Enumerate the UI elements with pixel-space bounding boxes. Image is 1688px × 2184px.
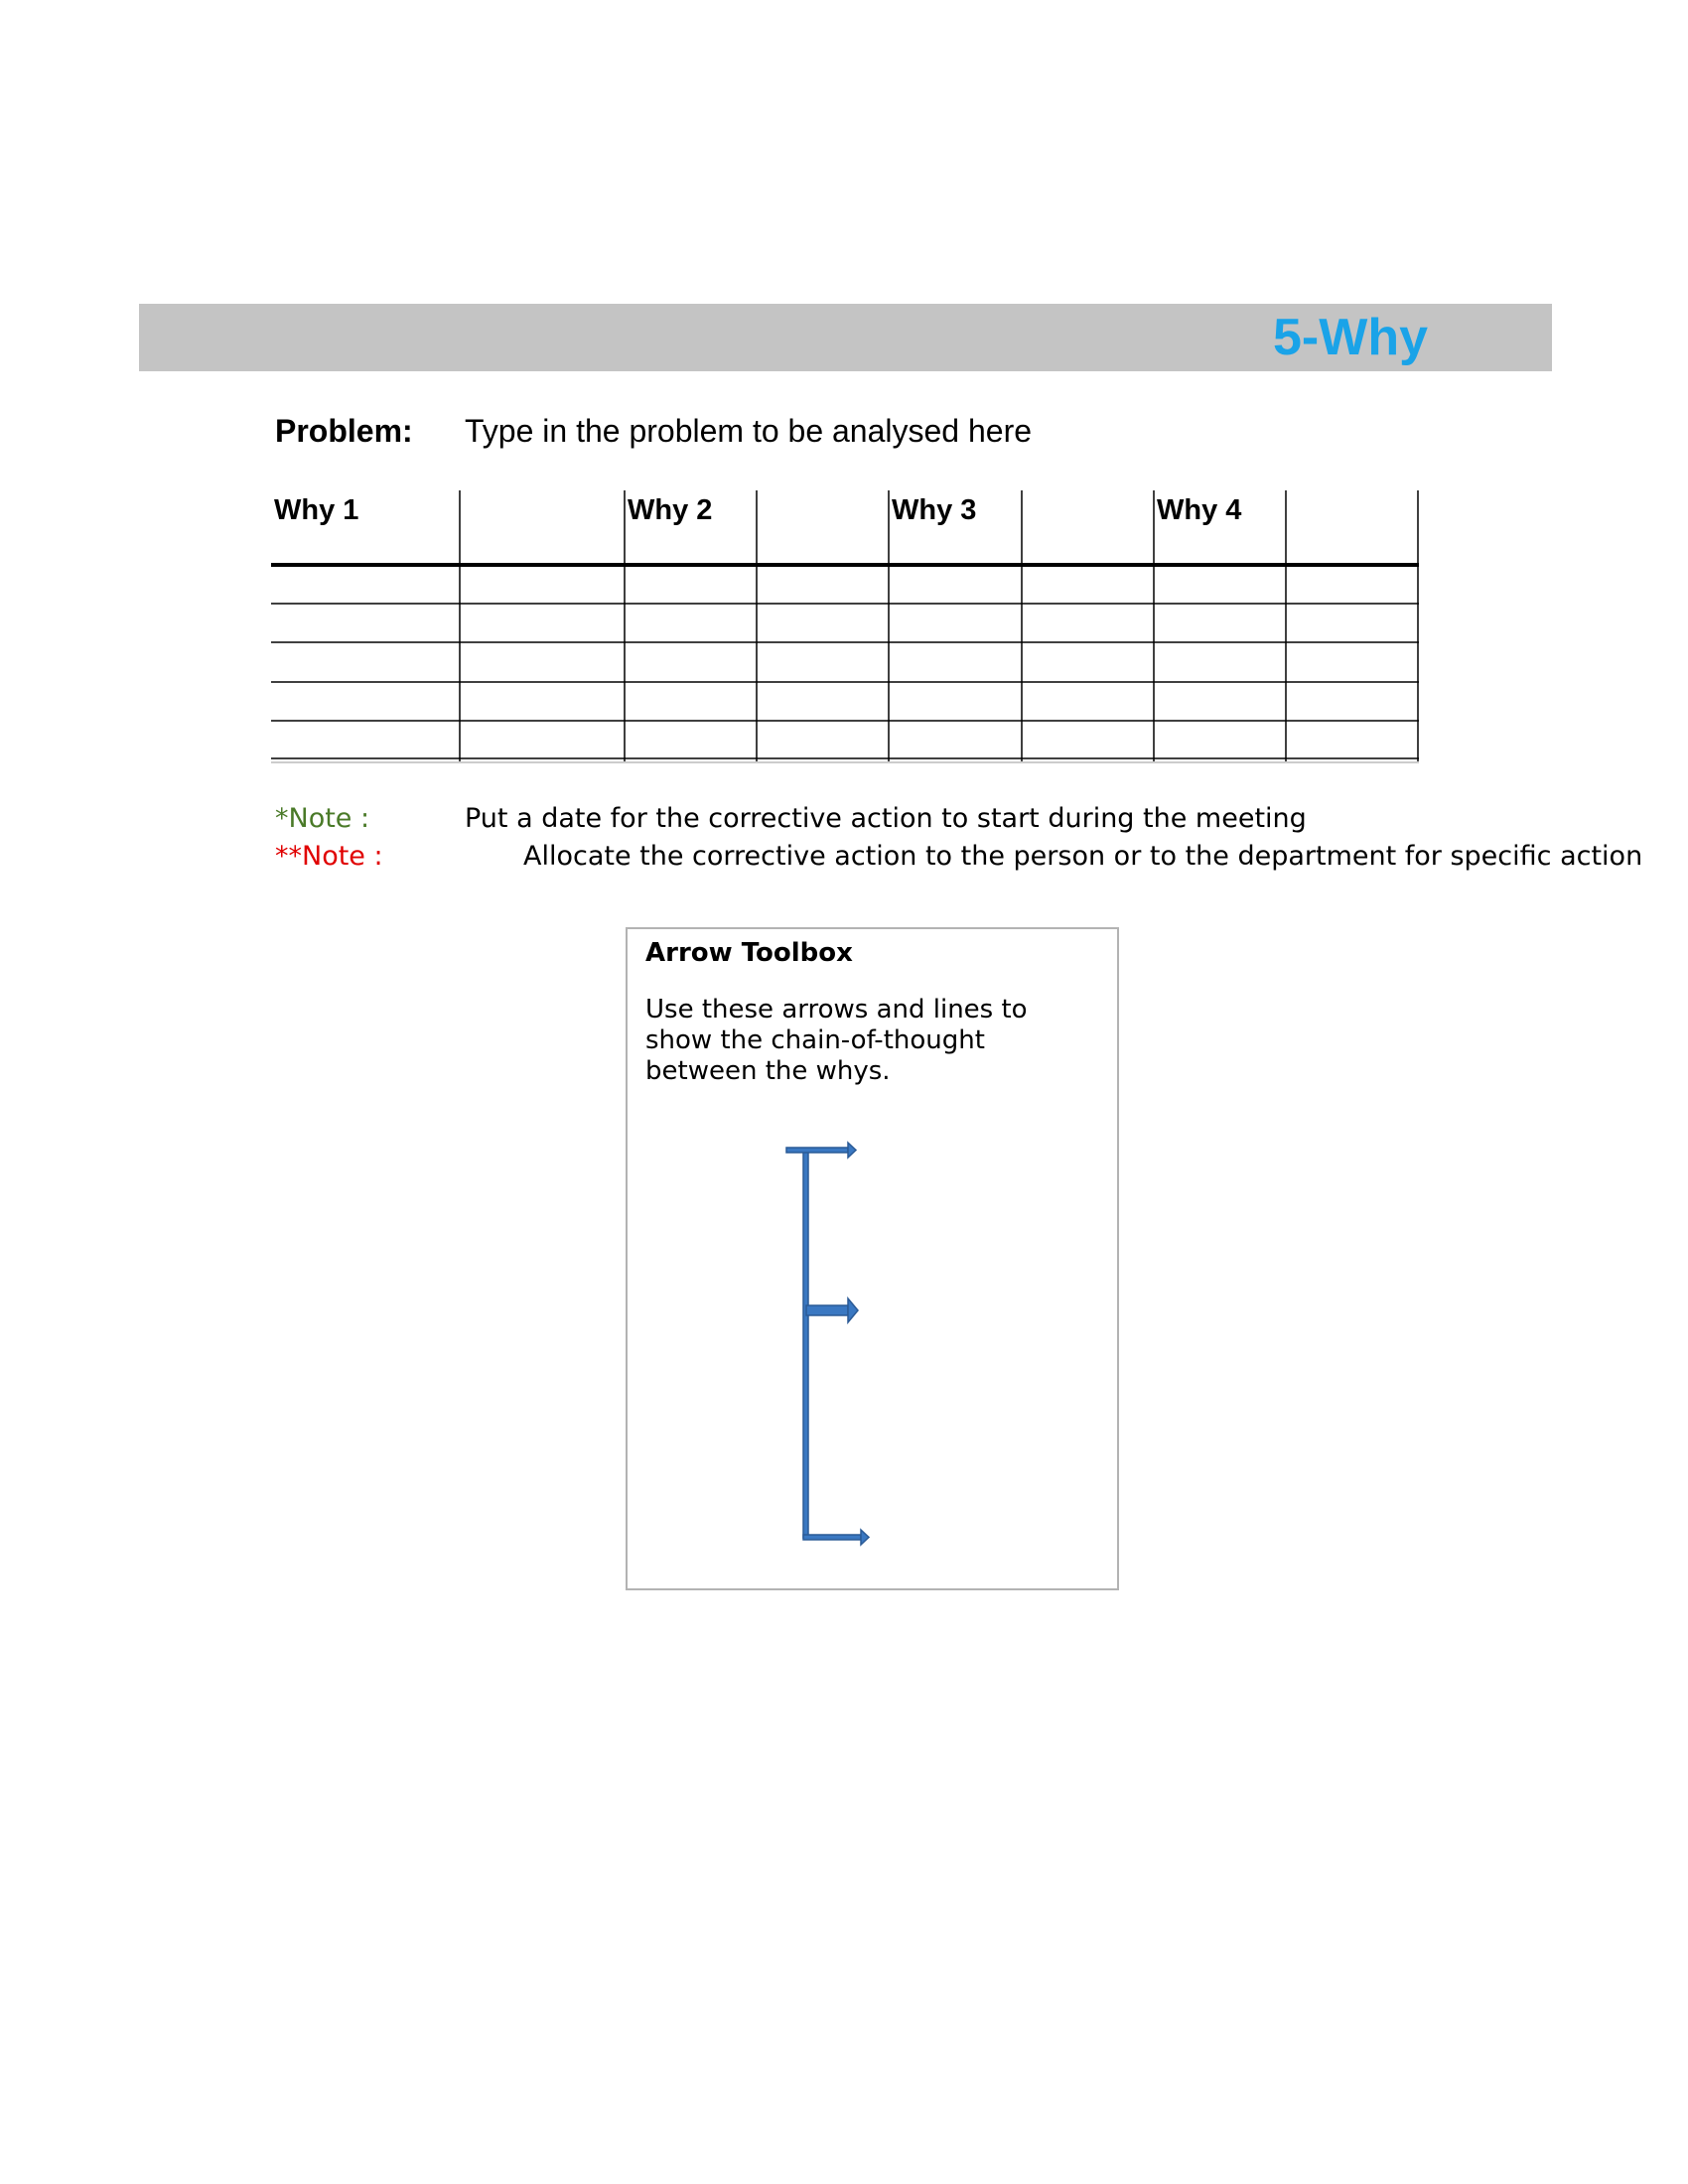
note-2-clip bbox=[523, 839, 1643, 877]
bottom-arrow-head bbox=[861, 1530, 869, 1545]
problem-label: Problem: bbox=[275, 413, 413, 449]
middle-arrow-head bbox=[848, 1298, 858, 1322]
top-arrow-shaft bbox=[786, 1148, 848, 1153]
vertical-connector-line bbox=[803, 1151, 808, 1538]
note-2-label: **Note : bbox=[275, 841, 383, 872]
why-2-header: Why 2 bbox=[628, 494, 713, 526]
toolbox-title: Arrow Toolbox bbox=[645, 938, 853, 968]
note-1-text: Put a date for the corrective action to start during the meeting bbox=[465, 803, 1307, 834]
page-title: 5-Why bbox=[1273, 309, 1428, 366]
problem-input[interactable]: Type in the problem to be analysed here bbox=[465, 413, 1033, 449]
arrow-toolbox bbox=[626, 927, 1119, 1590]
bottom-arrow-shaft bbox=[803, 1535, 861, 1540]
middle-arrow-shaft bbox=[806, 1305, 848, 1315]
arrow-shapes[interactable] bbox=[628, 929, 1121, 1592]
note-2-text: Allocate the corrective action to the person or to the department for specific action bbox=[523, 841, 1643, 872]
why-4-header: Why 4 bbox=[1157, 494, 1242, 526]
toolbox-description: Use these arrows and lines to show the chain-of-thought between the whys. bbox=[645, 995, 1028, 1086]
why-1-header: Why 1 bbox=[274, 494, 359, 526]
top-arrow-head bbox=[848, 1143, 856, 1158]
note-1-label: *Note : bbox=[275, 803, 370, 834]
title-clip bbox=[1273, 304, 1428, 371]
why-3-header: Why 3 bbox=[892, 494, 977, 526]
